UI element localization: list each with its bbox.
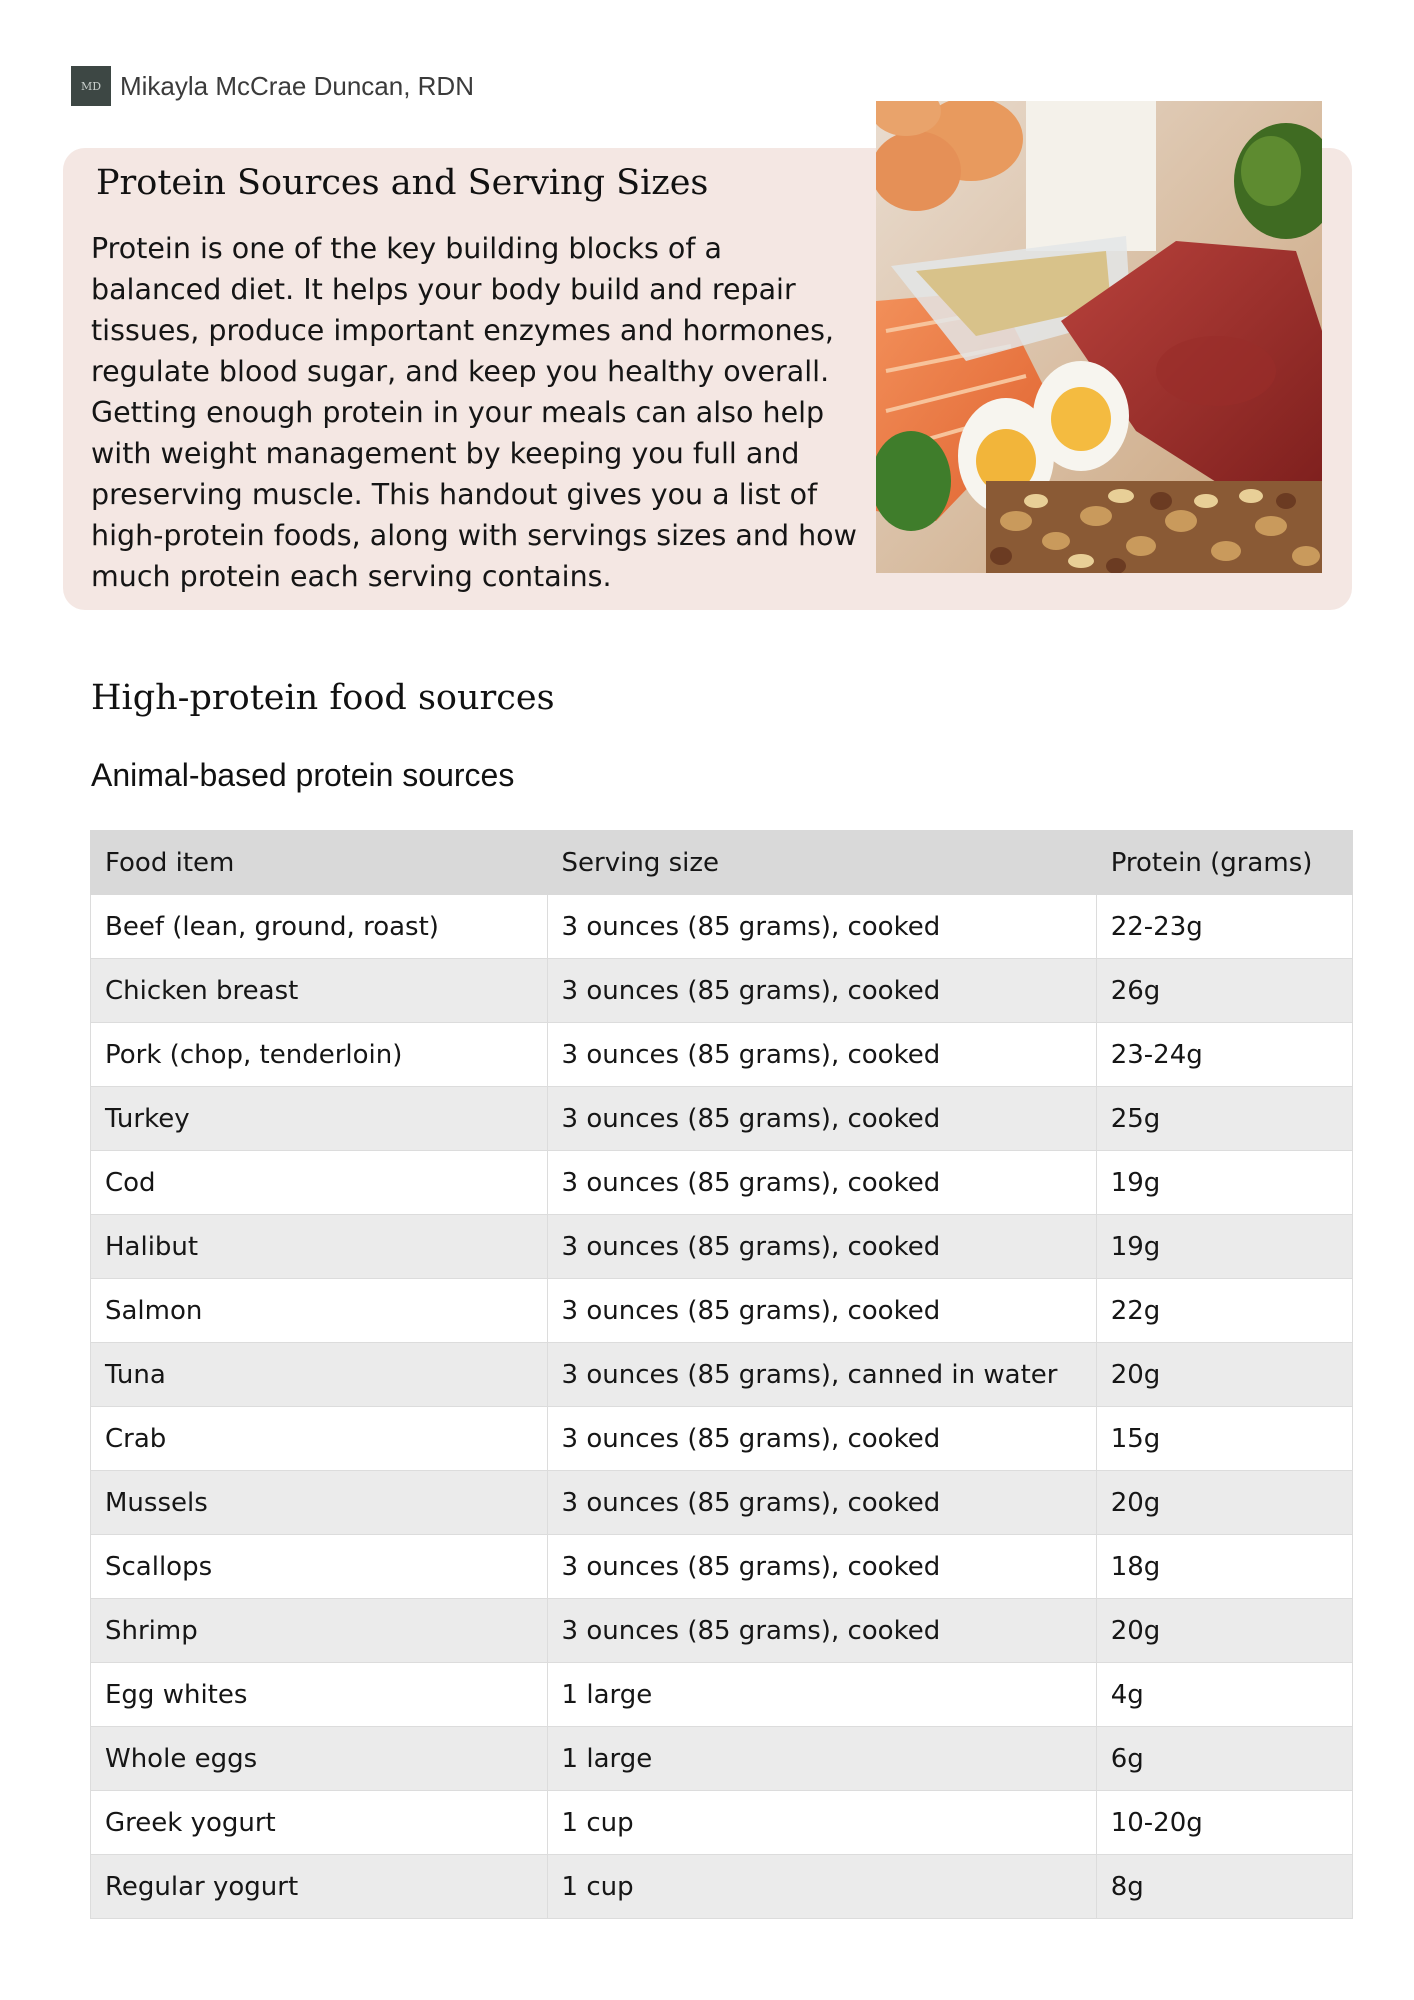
page-header bbox=[71, 65, 474, 107]
table-row bbox=[91, 1535, 1353, 1599]
protein-foods-photo bbox=[876, 101, 1322, 573]
header-protein-grams: Protein (grams) bbox=[1096, 831, 1352, 895]
serving-size-cell: 3 ounces (85 grams), cooked bbox=[547, 1023, 1096, 1087]
food-item-cell: Cod bbox=[91, 1151, 548, 1215]
food-item-cell: Tuna bbox=[91, 1343, 548, 1407]
table-row bbox=[91, 1023, 1353, 1087]
protein-cell: 22-23g bbox=[1096, 895, 1352, 959]
food-item-cell: Halibut bbox=[91, 1215, 548, 1279]
protein-cell: 25g bbox=[1096, 1087, 1352, 1151]
protein-cell: 10-20g bbox=[1096, 1791, 1352, 1855]
serving-size-cell: 3 ounces (85 grams), canned in water bbox=[547, 1343, 1096, 1407]
serving-size-cell: 1 large bbox=[547, 1727, 1096, 1791]
serving-size-cell: 3 ounces (85 grams), cooked bbox=[547, 1599, 1096, 1663]
protein-cell: 22g bbox=[1096, 1279, 1352, 1343]
table-row bbox=[91, 1471, 1353, 1535]
table-row bbox=[91, 1215, 1353, 1279]
food-item-cell: Turkey bbox=[91, 1087, 548, 1151]
table-header-row bbox=[91, 831, 1353, 895]
protein-cell: 15g bbox=[1096, 1407, 1352, 1471]
protein-cell: 26g bbox=[1096, 959, 1352, 1023]
table-row bbox=[91, 1791, 1353, 1855]
table-row bbox=[91, 1343, 1353, 1407]
author-name: Mikayla McCrae Duncan, RDN bbox=[120, 70, 474, 101]
protein-cell: 8g bbox=[1096, 1855, 1352, 1919]
food-item-cell: Scallops bbox=[91, 1535, 548, 1599]
food-item-cell: Pork (chop, tenderloin) bbox=[91, 1023, 548, 1087]
serving-size-cell: 3 ounces (85 grams), cooked bbox=[547, 1407, 1096, 1471]
food-item-cell: Shrimp bbox=[91, 1599, 548, 1663]
serving-size-cell: 3 ounces (85 grams), cooked bbox=[547, 1151, 1096, 1215]
table-row bbox=[91, 1407, 1353, 1471]
serving-size-cell: 3 ounces (85 grams), cooked bbox=[547, 1471, 1096, 1535]
serving-size-cell: 1 cup bbox=[547, 1791, 1096, 1855]
serving-size-cell: 3 ounces (85 grams), cooked bbox=[547, 1215, 1096, 1279]
food-item-cell: Egg whites bbox=[91, 1663, 548, 1727]
serving-size-cell: 3 ounces (85 grams), cooked bbox=[547, 1535, 1096, 1599]
table-row bbox=[91, 895, 1353, 959]
serving-size-cell: 3 ounces (85 grams), cooked bbox=[547, 959, 1096, 1023]
protein-table bbox=[90, 830, 1353, 1919]
table-row bbox=[91, 1599, 1353, 1663]
food-item-cell: Beef (lean, ground, roast) bbox=[91, 895, 548, 959]
protein-cell: 20g bbox=[1096, 1471, 1352, 1535]
subsection-title: Animal-based protein sources bbox=[91, 757, 515, 793]
serving-size-cell: 3 ounces (85 grams), cooked bbox=[547, 1087, 1096, 1151]
food-item-cell: Regular yogurt bbox=[91, 1855, 548, 1919]
author-logo: MD bbox=[71, 66, 111, 106]
table-row bbox=[91, 1151, 1353, 1215]
serving-size-cell: 3 ounces (85 grams), cooked bbox=[547, 895, 1096, 959]
food-item-cell: Mussels bbox=[91, 1471, 548, 1535]
protein-cell: 20g bbox=[1096, 1599, 1352, 1663]
protein-cell: 23-24g bbox=[1096, 1023, 1352, 1087]
food-item-cell: Greek yogurt bbox=[91, 1791, 548, 1855]
intro-paragraph: Protein is one of the key building blocks of a balanced diet. It helps your body build and repair tissues, produce important enzymes and hormones, regulate blood sugar, and keep you healthy overall. Getting enough protein in your meals can also help with weight management by keeping you full and preserving muscle. This handout gives you a list of high-protein foods, along with servings sizes and how much protein each serving contains. bbox=[91, 232, 857, 593]
intro-title: Protein Sources and Serving Sizes bbox=[96, 163, 709, 203]
protein-cell: 6g bbox=[1096, 1727, 1352, 1791]
section-title: High-protein food sources bbox=[91, 678, 555, 718]
protein-cell: 19g bbox=[1096, 1215, 1352, 1279]
serving-size-cell: 3 ounces (85 grams), cooked bbox=[547, 1279, 1096, 1343]
food-item-cell: Salmon bbox=[91, 1279, 548, 1343]
table-row bbox=[91, 1727, 1353, 1791]
table-row bbox=[91, 959, 1353, 1023]
food-item-cell: Crab bbox=[91, 1407, 548, 1471]
header-food-item: Food item bbox=[91, 831, 548, 895]
serving-size-cell: 1 cup bbox=[547, 1855, 1096, 1919]
food-item-cell: Chicken breast bbox=[91, 959, 548, 1023]
header-serving-size: Serving size bbox=[547, 831, 1096, 895]
table-row bbox=[91, 1663, 1353, 1727]
protein-cell: 4g bbox=[1096, 1663, 1352, 1727]
table-row bbox=[91, 1087, 1353, 1151]
protein-cell: 18g bbox=[1096, 1535, 1352, 1599]
protein-cell: 19g bbox=[1096, 1151, 1352, 1215]
serving-size-cell: 1 large bbox=[547, 1663, 1096, 1727]
food-item-cell: Whole eggs bbox=[91, 1727, 548, 1791]
protein-cell: 20g bbox=[1096, 1343, 1352, 1407]
table-row bbox=[91, 1279, 1353, 1343]
table-row bbox=[91, 1855, 1353, 1919]
